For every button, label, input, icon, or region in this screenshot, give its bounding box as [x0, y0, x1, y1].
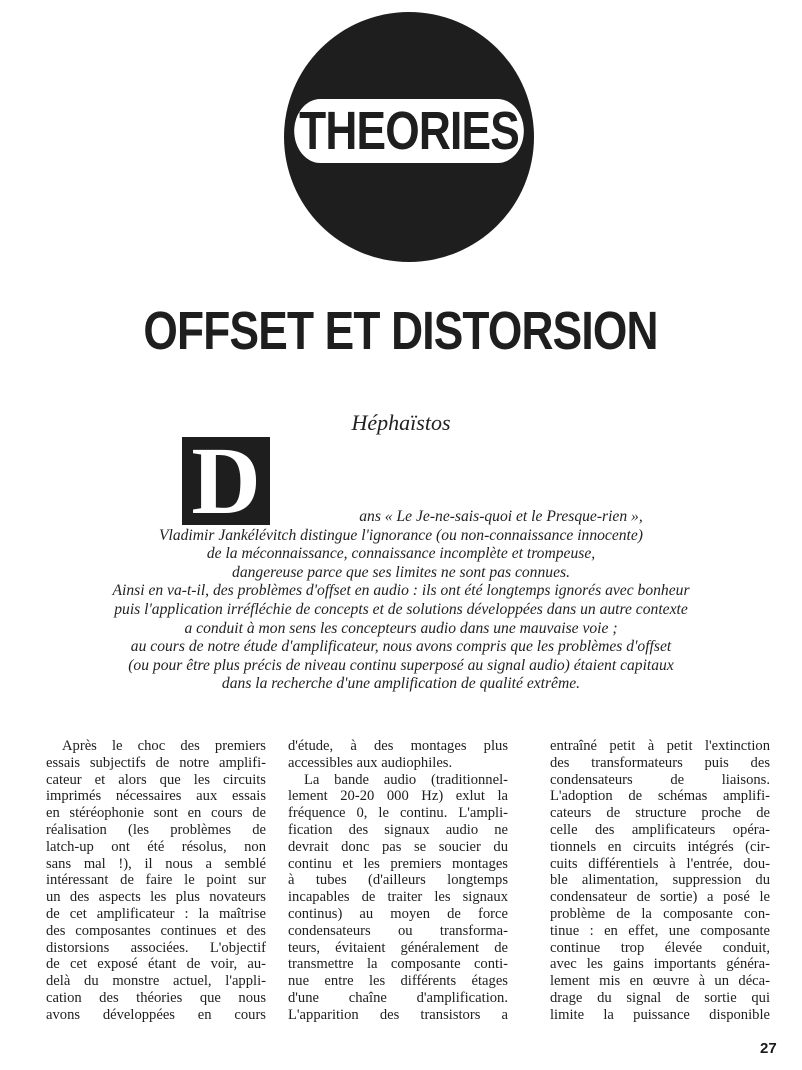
text-line: continus) au moyen de force [288, 905, 508, 922]
text-line: problème de la composante con- [550, 905, 770, 922]
text-line: condensateurs de liaisons. [550, 771, 770, 788]
text-line: sans mal !), il nous a semblé [46, 855, 266, 872]
text-line: entraîné petit à petit l'extinction [550, 738, 770, 754]
article-title: OFFSET ET DISTORSION [143, 301, 659, 361]
text-line: celle des amplificateurs opéra- [550, 821, 770, 838]
intro-line: (ou pour être plus précis de niveau continu superposé au signal audio) étaient capitaux [128, 656, 674, 674]
text-line: nue entre les différents étages [288, 973, 508, 990]
text-line: devrait donc pas se soucier du [288, 838, 508, 855]
intro-line: Vladimir Jankélévitch distingue l'ignorance (ou non-connaissance innocente) [158, 526, 643, 544]
author-byline: Héphaïstos [351, 410, 451, 435]
text-line: accessibles aux audiophiles. [288, 754, 453, 771]
text-line: latch-up ont été résolus, non [46, 838, 266, 855]
text-line: cation des théories que nous [46, 989, 266, 1006]
text-line: de cet exposé étant de voir, au- [46, 956, 266, 973]
text-line: tionnels en circuits intégrés (cir- [550, 838, 770, 855]
text-line: un des aspects les plus novateurs [46, 889, 266, 906]
intro-line: de la méconnaissance, connaissance incomplète et trompeuse, [206, 545, 596, 563]
text-line: fréquence 0, le continu. L'ampli- [288, 805, 508, 822]
text-line: condensateur de sortie) a posé le [550, 889, 770, 906]
text-line: imprimés nécessaires aux essais [46, 788, 266, 805]
intro-line: Ainsi en va-t-il, des problèmes d'offset en audio : ils ont été longtemps ignorés avec bonheur [112, 582, 690, 600]
text-line: L'adoption de schémas amplifi- [550, 788, 770, 805]
text-line: teurs, évitaient généralement de [288, 939, 508, 956]
body-column-3 [550, 738, 770, 1024]
text-line: essais subjectifs de notre amplifi- [46, 754, 266, 771]
text-line: condensateurs ou transforma- [288, 922, 508, 939]
text-line: lement 20-20 000 Hz) exlut la [288, 788, 508, 805]
intro-line: au cours de notre étude d'amplificateur, nous avons compris que les problèmes d'offset [130, 638, 672, 656]
text-line: limite la puissance disponible [550, 1006, 770, 1023]
text-line: lement mis en œuvre à un déca- [550, 973, 770, 990]
text-line: transmettre la composante conti- [288, 956, 508, 973]
text-line: des composantes continues et des [46, 922, 266, 939]
text-line: d'une chaîne d'amplification. [288, 989, 508, 1006]
text-line: avons développées en cours [46, 1006, 266, 1023]
text-line: ble alimentation, suppression du [550, 872, 770, 889]
text-line: à tubes (d'ailleurs longtemps [288, 872, 508, 889]
text-line: intéressant de faire le point sur [46, 872, 266, 889]
rubric-badge-circle [284, 12, 534, 262]
text-line: delà du monstre actuel, l'appli- [46, 973, 266, 990]
intro-line: dangereuse parce que ses limites ne sont pas connues. [232, 563, 570, 581]
text-line: Après le choc des premiers [62, 738, 266, 754]
article-title-block [0, 300, 802, 362]
intro-line: ans « Le Je-ne-sais-quoi et le Presque-rien », [359, 508, 643, 525]
text-line: continu et les premiers montages [288, 855, 508, 872]
text-line: cateur et alors que les circuits [46, 771, 266, 788]
drop-cap: D [182, 437, 270, 525]
text-line: des transformateurs puis des [550, 754, 770, 771]
text-line: incapables de traiter les signaux [288, 889, 508, 906]
text-line: distorsions associées. L'objectif [46, 939, 266, 956]
text-line: de cet amplificateur : la maîtrise [46, 905, 266, 922]
text-line: L'apparition des transistors a [288, 1006, 508, 1023]
intro-line: puis l'application irréfléchie de concepts et de solutions développées dans un autre contexte [114, 600, 688, 618]
text-line: La bande audio (traditionnel- [304, 771, 508, 788]
body-column-2 [288, 738, 508, 1024]
intro-paragraph [70, 508, 732, 694]
body-column-1 [46, 738, 266, 1024]
text-line: d'étude, à des montages plus [288, 738, 508, 754]
text-line: tinue : en effet, une composante [550, 922, 770, 939]
text-line: drage du signal de sortie qui [550, 989, 770, 1006]
text-line: continue trop élevée conduit, [550, 939, 770, 956]
intro-line: dans la recherche d'une amplification de qualité extrême. [221, 675, 581, 693]
text-line: fication des signaux audio ne [288, 821, 508, 838]
text-line: en stéréophonie sont en cours de [46, 805, 266, 822]
text-line: avec les gains importants généra- [550, 956, 770, 973]
text-line: réalisation (les problèmes de [46, 821, 266, 838]
intro-line: a conduit à mon sens les concepteurs audio dans une mauvaise voie ; [184, 619, 618, 637]
page-number: 27 [760, 1040, 777, 1057]
rubric-label: THEORIES [294, 99, 524, 163]
text-line: cuits différentiels à l'entrée, dou- [550, 855, 770, 872]
text-line: cateurs de structure proche de [550, 805, 770, 822]
